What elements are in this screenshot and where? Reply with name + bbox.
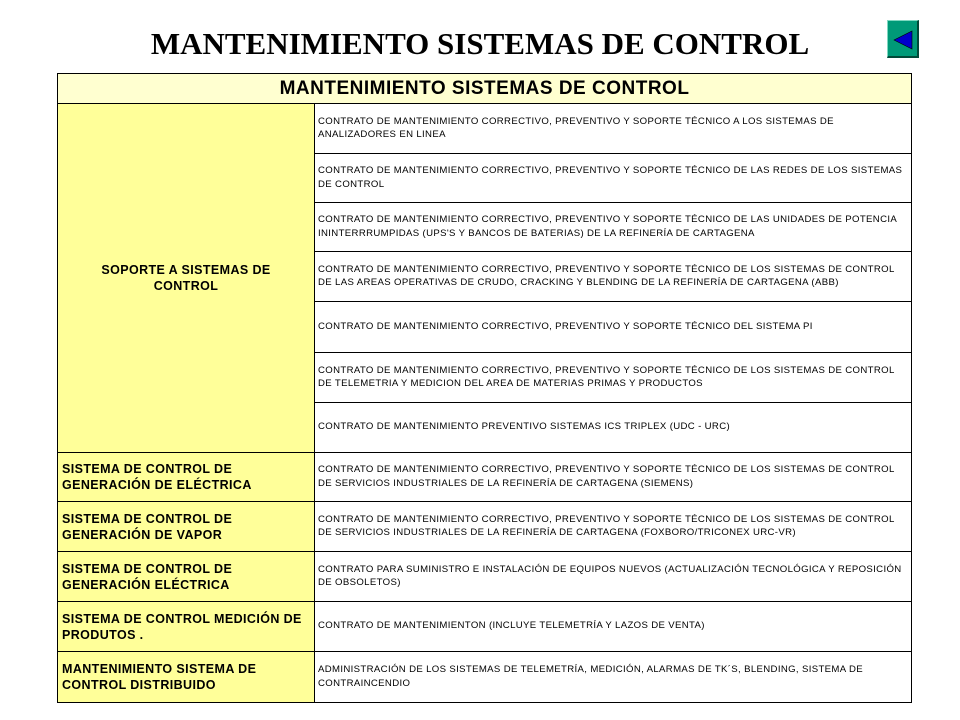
contract-item: CONTRATO DE MANTENIMIENTO CORRECTIVO, PREVENTIVO Y SOPORTE TÉCNICO DE LOS SISTEMAS DE CONTROL DE TELEMETRIA Y MEDICION DEL AREA DE MATERIAS PRIMAS Y PRODUCTOS xyxy=(315,353,912,403)
group-label-generacion-electrica-2: SISTEMA DE CONTROL DE GENERACIÓN ELÉCTRICA xyxy=(58,552,315,602)
group-label-generacion-vapor: SISTEMA DE CONTROL DE GENERACIÓN DE VAPOR xyxy=(58,502,315,552)
table-header: MANTENIMIENTO SISTEMAS DE CONTROL xyxy=(58,74,912,104)
triangle-left-icon xyxy=(893,30,913,50)
contract-item: CONTRATO DE MANTENIMIENTO CORRECTIVO, PREVENTIVO Y SOPORTE TÉCNICO DE LOS SISTEMAS DE CONTROL DE LAS AREAS OPERATIVAS DE CRUDO, CRACKING Y BLENDING DE LA REFINERÍA DE CARTAGENA (ABB) xyxy=(315,252,912,302)
contract-item: CONTRATO DE MANTENIMIENTO CORRECTIVO, PREVENTIVO Y SOPORTE TÉCNICO DE LOS SISTEMAS DE CONTROL DE SERVICIOS INDUSTRIALES DE LA REFINERÍA DE CARTAGENA (SIEMENS) xyxy=(315,453,912,502)
contract-item: CONTRATO DE MANTENIMIENTO CORRECTIVO, PREVENTIVO Y SOPORTE TÉCNICO A LOS SISTEMAS DE ANALIZADORES EN LINEA xyxy=(315,104,912,154)
contract-item: CONTRATO DE MANTENIMIENTO CORRECTIVO, PREVENTIVO Y SOPORTE TÉCNICO DE LOS SISTEMAS DE CONTROL DE SERVICIOS INDUSTRIALES DE LA REFINERÍA DE CARTAGENA (FOXBORO/TRICONEX URC-VR) xyxy=(315,502,912,552)
contracts-table xyxy=(57,73,912,703)
contract-item: CONTRATO DE MANTENIMIENTO PREVENTIVO SISTEMAS ICS TRIPLEX (UDC - URC) xyxy=(315,403,912,453)
group-label-generacion-electrica: SISTEMA DE CONTROL DE GENERACIÓN DE ELÉCTRICA xyxy=(58,453,315,502)
contract-item: CONTRATO DE MANTENIMIENTO CORRECTIVO, PREVENTIVO Y SOPORTE TÉCNICO DE LAS UNIDADES DE POTENCIA ININTERRRUMPIDAS (UPS'S Y BANCOS DE BATERIAS) DE LA REFINERÍA DE CARTAGENA xyxy=(315,203,912,252)
contract-item: ADMINISTRACIÓN DE LOS SISTEMAS DE TELEMETRÍA, MEDICIÓN, ALARMAS DE TK´S, BLENDING, SISTEMA DE CONTRAINCENDIO xyxy=(315,652,912,703)
group-label-control-distribuido: MANTENIMIENTO SISTEMA DE CONTROL DISTRIBUIDO xyxy=(58,652,315,703)
contract-item: CONTRATO DE MANTENIMIENTON (INCLUYE TELEMETRÍA Y LAZOS DE VENTA) xyxy=(315,602,912,652)
page-title: MANTENIMIENTO SISTEMAS DE CONTROL xyxy=(150,26,810,61)
contract-item: CONTRATO DE MANTENIMIENTO CORRECTIVO, PREVENTIVO Y SOPORTE TÉCNICO DE LAS REDES DE LOS SISTEMAS DE CONTROL xyxy=(315,154,912,203)
group-label-medicion-productos: SISTEMA DE CONTROL MEDICIÓN DE PRODUTOS . xyxy=(58,602,315,652)
contract-item: CONTRATO PARA SUMINISTRO E INSTALACIÓN DE EQUIPOS NUEVOS (ACTUALIZACIÓN TECNOLÓGICA Y REPOSICIÓN DE OBSOLETOS) xyxy=(315,552,912,602)
back-button[interactable] xyxy=(887,20,919,58)
contract-item: CONTRATO DE MANTENIMIENTO CORRECTIVO, PREVENTIVO Y SOPORTE TÉCNICO DEL SISTEMA PI xyxy=(315,302,912,353)
group-label-soporte: SOPORTE A SISTEMAS DE CONTROL xyxy=(58,104,315,453)
